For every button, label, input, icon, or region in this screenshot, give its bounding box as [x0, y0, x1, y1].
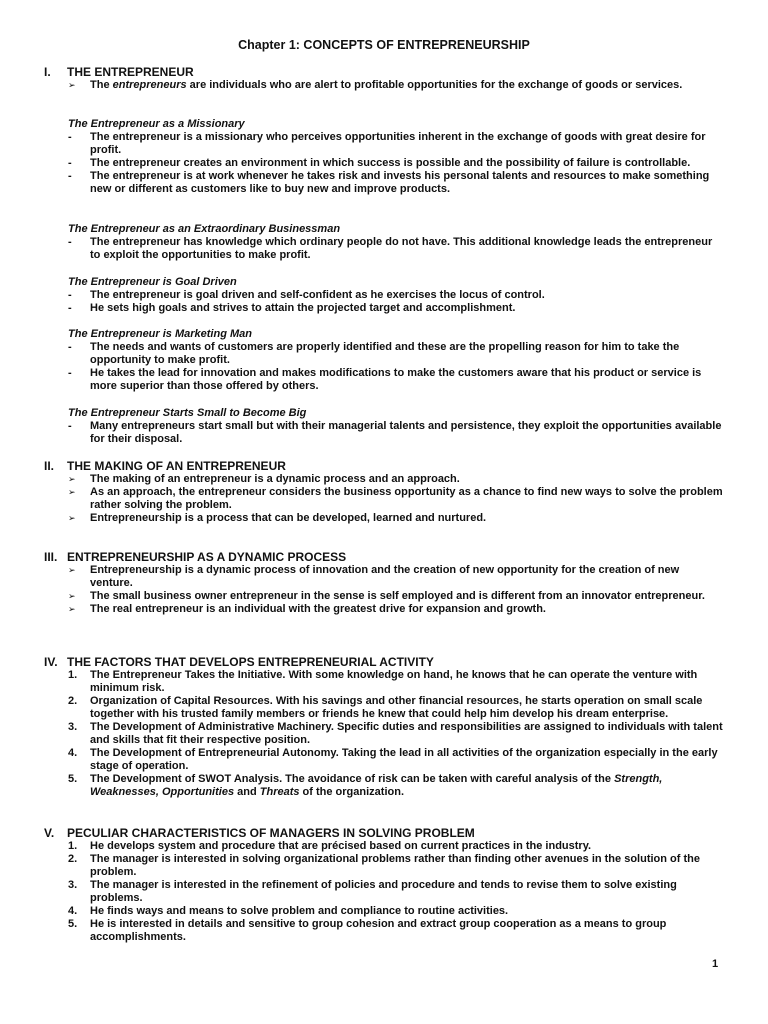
section-numeral: III.: [44, 550, 58, 564]
item-lead: The Entrepreneur Takes the Initiative.: [90, 669, 286, 681]
subsection-heading: The Entrepreneur Starts Small to Become Big: [68, 407, 307, 419]
subsection-list: [68, 420, 724, 446]
section-numeral: V.: [44, 826, 55, 840]
dash-bullet-icon: -: [68, 157, 72, 169]
list-item: ➢ The real entrepreneur is an individual with the greatest drive for expansion and growth.: [68, 603, 546, 615]
list-item: - The entrepreneur is a missionary who perceives opportunities inherent in the exchange of goods with great desire for profit.: [68, 131, 706, 156]
section-heading-3: [44, 550, 346, 564]
section-title: THE FACTORS THAT DEVELOPS ENTREPRENEURIAL ACTIVITY: [67, 655, 434, 669]
section-heading-5: [44, 826, 475, 840]
section-heading-1: [44, 65, 194, 79]
section-title: THE MAKING OF AN ENTREPRENEUR: [67, 459, 286, 473]
list-item: ➢ The small business owner entrepreneur in the sense is self employed and is different from an innovator entrepreneur.: [68, 590, 705, 602]
list-item: ➢ As an approach, the entrepreneur considers the business opportunity as a chance to find new ways to solve the problem rather solving the problem.: [68, 486, 723, 511]
item-lead: The Development of Entrepreneurial Autonomy.: [90, 747, 339, 759]
arrow-bullet-icon: ➢: [68, 474, 76, 484]
item-number: 4.: [68, 747, 78, 759]
item-number: 2.: [68, 853, 78, 865]
item-number: 3.: [68, 879, 78, 891]
list-item: - The entrepreneur is at work whenever he takes risk and invests his personal talents and resources to make something new or different as customers like to buy new and improve products.: [68, 170, 710, 195]
section-numeral: IV.: [44, 655, 58, 669]
section-heading-4: [44, 655, 434, 669]
arrow-bullet-icon: ➢: [68, 604, 76, 614]
item-number: 5.: [68, 918, 78, 930]
subsection-list: [68, 131, 724, 196]
list-item: 4. The Development of Entrepreneurial Autonomy. Taking the lead in all activities of the organization especially in the early stage of operation.: [68, 747, 718, 772]
list-item: 3. The Development of Administrative Machinery. Specific duties and responsibilities are assigned to individuals with talent and skills that fit their respective position.: [68, 721, 723, 746]
list-item: 4. He finds ways and means to solve problem and compliance to routine activities.: [68, 905, 509, 917]
section-2-list: [68, 473, 724, 525]
list-item: ➢ The entrepreneurs are individuals who are alert to profitable opportunities for the exchange of goods or services.: [68, 79, 683, 91]
item-number: 1.: [68, 840, 78, 852]
section-numeral: II.: [44, 459, 55, 473]
list-item: ➢ The making of an entrepreneur is a dynamic process and an approach.: [68, 473, 460, 485]
section-heading-2: [44, 459, 286, 473]
list-item: - Many entrepreneurs start small but with their managerial talents and persistence, they exploit the opportunities available for their disposal.: [68, 420, 722, 445]
item-number: 2.: [68, 695, 78, 707]
item-lead: The Development of SWOT Analysis.: [90, 773, 283, 785]
list-item: ➢ Entrepreneurship is a dynamic process of innovation and the creation of new opportunity for the creation of new venture.: [68, 564, 680, 589]
item-lead: Organization of Capital Resources.: [90, 695, 273, 707]
list-item: - He takes the lead for innovation and makes modifications to make the customers aware that his product or service is more superior than those offered by others.: [68, 367, 702, 392]
arrow-bullet-icon: ➢: [68, 487, 76, 497]
dash-bullet-icon: -: [68, 420, 72, 432]
list-item: - The needs and wants of customers are properly identified and these are the propelling reason for him to take the opportunity to make profit.: [68, 341, 680, 366]
arrow-bullet-icon: ➢: [68, 80, 76, 90]
subsection-heading: The Entrepreneur as an Extraordinary Businessman: [68, 223, 341, 235]
list-item: 1. He develops system and procedure that are précised based on current practices in the industry.: [68, 840, 592, 852]
list-item: ➢ Entrepreneurship is a process that can be developed, learned and nurtured.: [68, 512, 487, 524]
dash-bullet-icon: -: [68, 367, 72, 379]
section-numeral: I.: [44, 65, 51, 79]
section-5-list: [68, 840, 724, 944]
subsection-list: [68, 289, 724, 315]
list-item: 5. The Development of SWOT Analysis. The avoidance of risk can be taken with careful analysis of the Strength, Weaknesses, Opportunities and Threats of the organization.: [68, 773, 663, 798]
item-number: 3.: [68, 721, 78, 733]
dash-bullet-icon: -: [68, 236, 72, 248]
subsection-heading: The Entrepreneur as a Missionary: [68, 118, 245, 130]
subsection-list: [68, 236, 724, 262]
subsection-heading: The Entrepreneur is Goal Driven: [68, 276, 237, 288]
list-item: - The entrepreneur has knowledge which ordinary people do not have. This additional knowledge leads the entrepreneur to exploit the opportunities to make profit.: [68, 236, 713, 261]
subsection-list: [68, 341, 724, 393]
list-item: 3. The manager is interested in the refinement of policies and procedure and tends to revise them to solve existing problems.: [68, 879, 677, 904]
subsection-heading: The Entrepreneur is Marketing Man: [68, 328, 252, 340]
item-number: 5.: [68, 773, 78, 785]
item-number: 4.: [68, 905, 78, 917]
list-item: 1. The Entrepreneur Takes the Initiative. With some knowledge on hand, he knows that he can operate the venture with minimum risk.: [68, 669, 698, 694]
dash-bullet-icon: -: [68, 302, 72, 314]
section-title: PECULIAR CHARACTERISTICS OF MANAGERS IN SOLVING PROBLEM: [67, 826, 475, 840]
section-1-intro-list: [68, 79, 724, 92]
section-title: ENTREPRENEURSHIP AS A DYNAMIC PROCESS: [67, 550, 347, 564]
page-number: 1: [712, 958, 719, 970]
chapter-title: Chapter 1: CONCEPTS OF ENTREPRENEURSHIP: [238, 38, 530, 52]
section-3-list: [68, 564, 724, 616]
arrow-bullet-icon: ➢: [68, 513, 76, 523]
list-item: 2. The manager is interested in solving organizational problems rather than finding other avenues in the solution of the problem.: [68, 853, 700, 878]
list-item: 2. Organization of Capital Resources. With his savings and other financial resources, he starts operation on small scale together with his trusted family members or friends he knew that could help him develop his dream enterprise.: [68, 695, 703, 720]
arrow-bullet-icon: ➢: [68, 565, 76, 575]
section-4-list: [68, 669, 724, 799]
dash-bullet-icon: -: [68, 341, 72, 353]
item-lead: The Development of Administrative Machinery.: [90, 721, 334, 733]
list-item: - The entrepreneur is goal driven and self-confident as he exercises the locus of control.: [68, 289, 545, 301]
list-item: 5. He is interested in details and sensitive to group cohesion and extract group cooperation as a means to group accomplishments.: [68, 918, 667, 943]
dash-bullet-icon: -: [68, 131, 72, 143]
dash-bullet-icon: -: [68, 170, 72, 182]
list-item: - The entrepreneur creates an environment in which success is possible and the possibility of failure is controllable.: [68, 157, 691, 169]
dash-bullet-icon: -: [68, 289, 72, 301]
arrow-bullet-icon: ➢: [68, 591, 76, 601]
list-item: - He sets high goals and strives to attain the projected target and accomplishment.: [68, 302, 516, 314]
item-number: 1.: [68, 669, 78, 681]
section-title: THE ENTREPRENEUR: [67, 65, 194, 79]
